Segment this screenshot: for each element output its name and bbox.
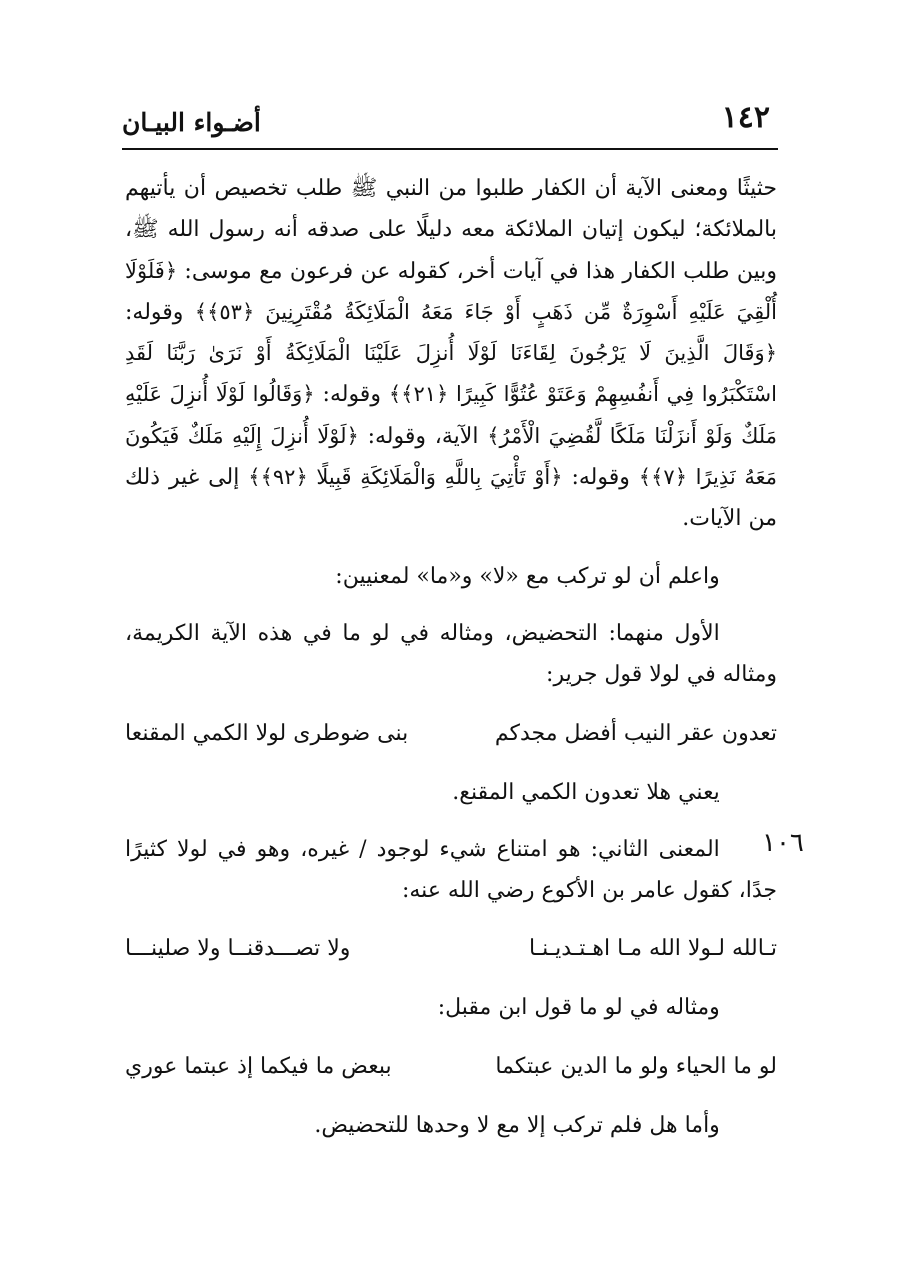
- page-number: ١٤٢: [721, 100, 770, 135]
- paragraph-text: الأول منهما: التحضيض، ومثاله في لو ما في هذه الآية الكريمة، ومثاله في لولا قول جرير:: [125, 620, 777, 688]
- paragraph-gap: [125, 813, 777, 829]
- paragraph: [125, 168, 777, 540]
- verse-first-hemistich: لو ما الحياء ولو ما الدين عبتكما: [495, 1053, 777, 1079]
- quran-verse: ﴿وَقَالُوا لَوْلَا أُنزِلَ عَلَيْهِ مَلَكٌ وَلَوْ أَنزَلْنَا مَلَكًا لَّقُضِيَ الْأَمْرُ﴾: [125, 382, 777, 448]
- margin-page-reference: ١٠٦: [762, 828, 804, 858]
- quran-verse: ﴿وَقَالَ الَّذِينَ لَا يَرْجُونَ لِقَاءَنَا لَوْلَا أُنزِلَ عَلَيْنَا الْمَلَائِكَةُ أَوْ نَرَىٰ رَبَّنَا لَقَدِ اسْتَكْبَرُوا فِي أَنفُسِهِمْ وَعَتَوْ عُتُوًّا كَبِيرًا ﴿٢١﴾﴾: [125, 341, 777, 407]
- verse-second-hemistich: بنى ضوطرى لولا الكمي المقنعا: [125, 720, 409, 746]
- page-header: [122, 100, 778, 150]
- verse-second-hemistich: ببعض ما فيكما إذ عبتما عوري: [125, 1053, 392, 1079]
- poem-verse: [125, 1045, 777, 1089]
- paragraph-gap: [125, 756, 777, 772]
- paragraph-text: الآية، وقوله:: [358, 423, 488, 449]
- quran-verse: ﴿أَوْ تَأْتِيَ بِاللَّهِ وَالْمَلَائِكَةِ قَبِيلًا ﴿٩٢﴾﴾: [248, 465, 563, 490]
- verse-first-hemistich: تـالله لـولا الله مـا اهـتـديـنـا: [528, 936, 777, 962]
- paragraph: [125, 772, 777, 813]
- paragraph: [125, 1105, 777, 1146]
- paragraph-gap: [125, 540, 777, 556]
- paragraph-text: يعني هلا تعدون الكمي المقنع.: [452, 779, 720, 805]
- body-text: [125, 168, 777, 1146]
- paragraph: [125, 987, 777, 1028]
- paragraph-gap: [125, 597, 777, 613]
- paragraph-text: المعنى الثاني: هو امتناع شيء لوجود / غيره، وهو في لولا كثيرًا جدًا، كقول عامر بن الأكوع رضي الله عنه:: [125, 836, 777, 904]
- poem-verse: [125, 927, 777, 971]
- paragraph-gap: [125, 911, 777, 927]
- paragraph-text: ومثاله في لو ما قول ابن مقبل:: [437, 995, 720, 1021]
- paragraph: [125, 613, 777, 696]
- paragraph-text: وقوله:: [562, 465, 639, 491]
- paragraph-gap: [125, 696, 777, 712]
- book-title: أضـواء البيـان: [122, 108, 261, 137]
- verse-second-hemistich: ولا تصـــدقنــا ولا صلينـــا: [125, 936, 351, 962]
- verse-first-hemistich: تعدون عقر النيب أفضل مجدكم: [494, 720, 777, 746]
- paragraph-text: حثيثًا ومعنى الآية أن الكفار طلبوا من النبي ﷺ طلب تخصيص أن يأتيهم بالملائكة؛ ليكون إتيان الملائكة معه دليلًا على صدقه أنه رسول الله ﷺ، وبين طلب الكفار هذا في آيات أخر، كقوله عن فرعون مع موسى:: [125, 176, 777, 284]
- paragraph-text: وأما هل فلم تركب إلا مع لا وحدها للتحضيض.: [314, 1112, 720, 1138]
- paragraph-text: إلى غير ذلك من الآيات.: [125, 465, 777, 532]
- paragraph-text: وقوله:: [125, 299, 195, 325]
- paragraph-gap: [125, 1029, 777, 1045]
- paragraph: [125, 829, 777, 912]
- poem-verse: [125, 712, 777, 756]
- paragraph-gap: [125, 971, 777, 987]
- paragraph-text: وقوله:: [314, 382, 389, 408]
- quran-verse: ﴿فَلَوْلَا أُلْقِيَ عَلَيْهِ أَسْوِرَةٌ مِّن ذَهَبٍ أَوْ جَاءَ مَعَهُ الْمَلَائِكَةُ مُقْتَرِنِينَ ﴿٥٣﴾﴾: [125, 258, 777, 324]
- quran-verse: ﴿لَوْلَا أُنزِلَ إِلَيْهِ مَلَكٌ فَيَكُونَ مَعَهُ نَذِيرًا ﴿٧﴾﴾: [125, 423, 777, 490]
- paragraph-gap: [125, 1089, 777, 1105]
- paragraph: [125, 556, 777, 597]
- paragraph-text: واعلم أن لو تركب مع «لا» و«ما» لمعنيين:: [335, 563, 720, 589]
